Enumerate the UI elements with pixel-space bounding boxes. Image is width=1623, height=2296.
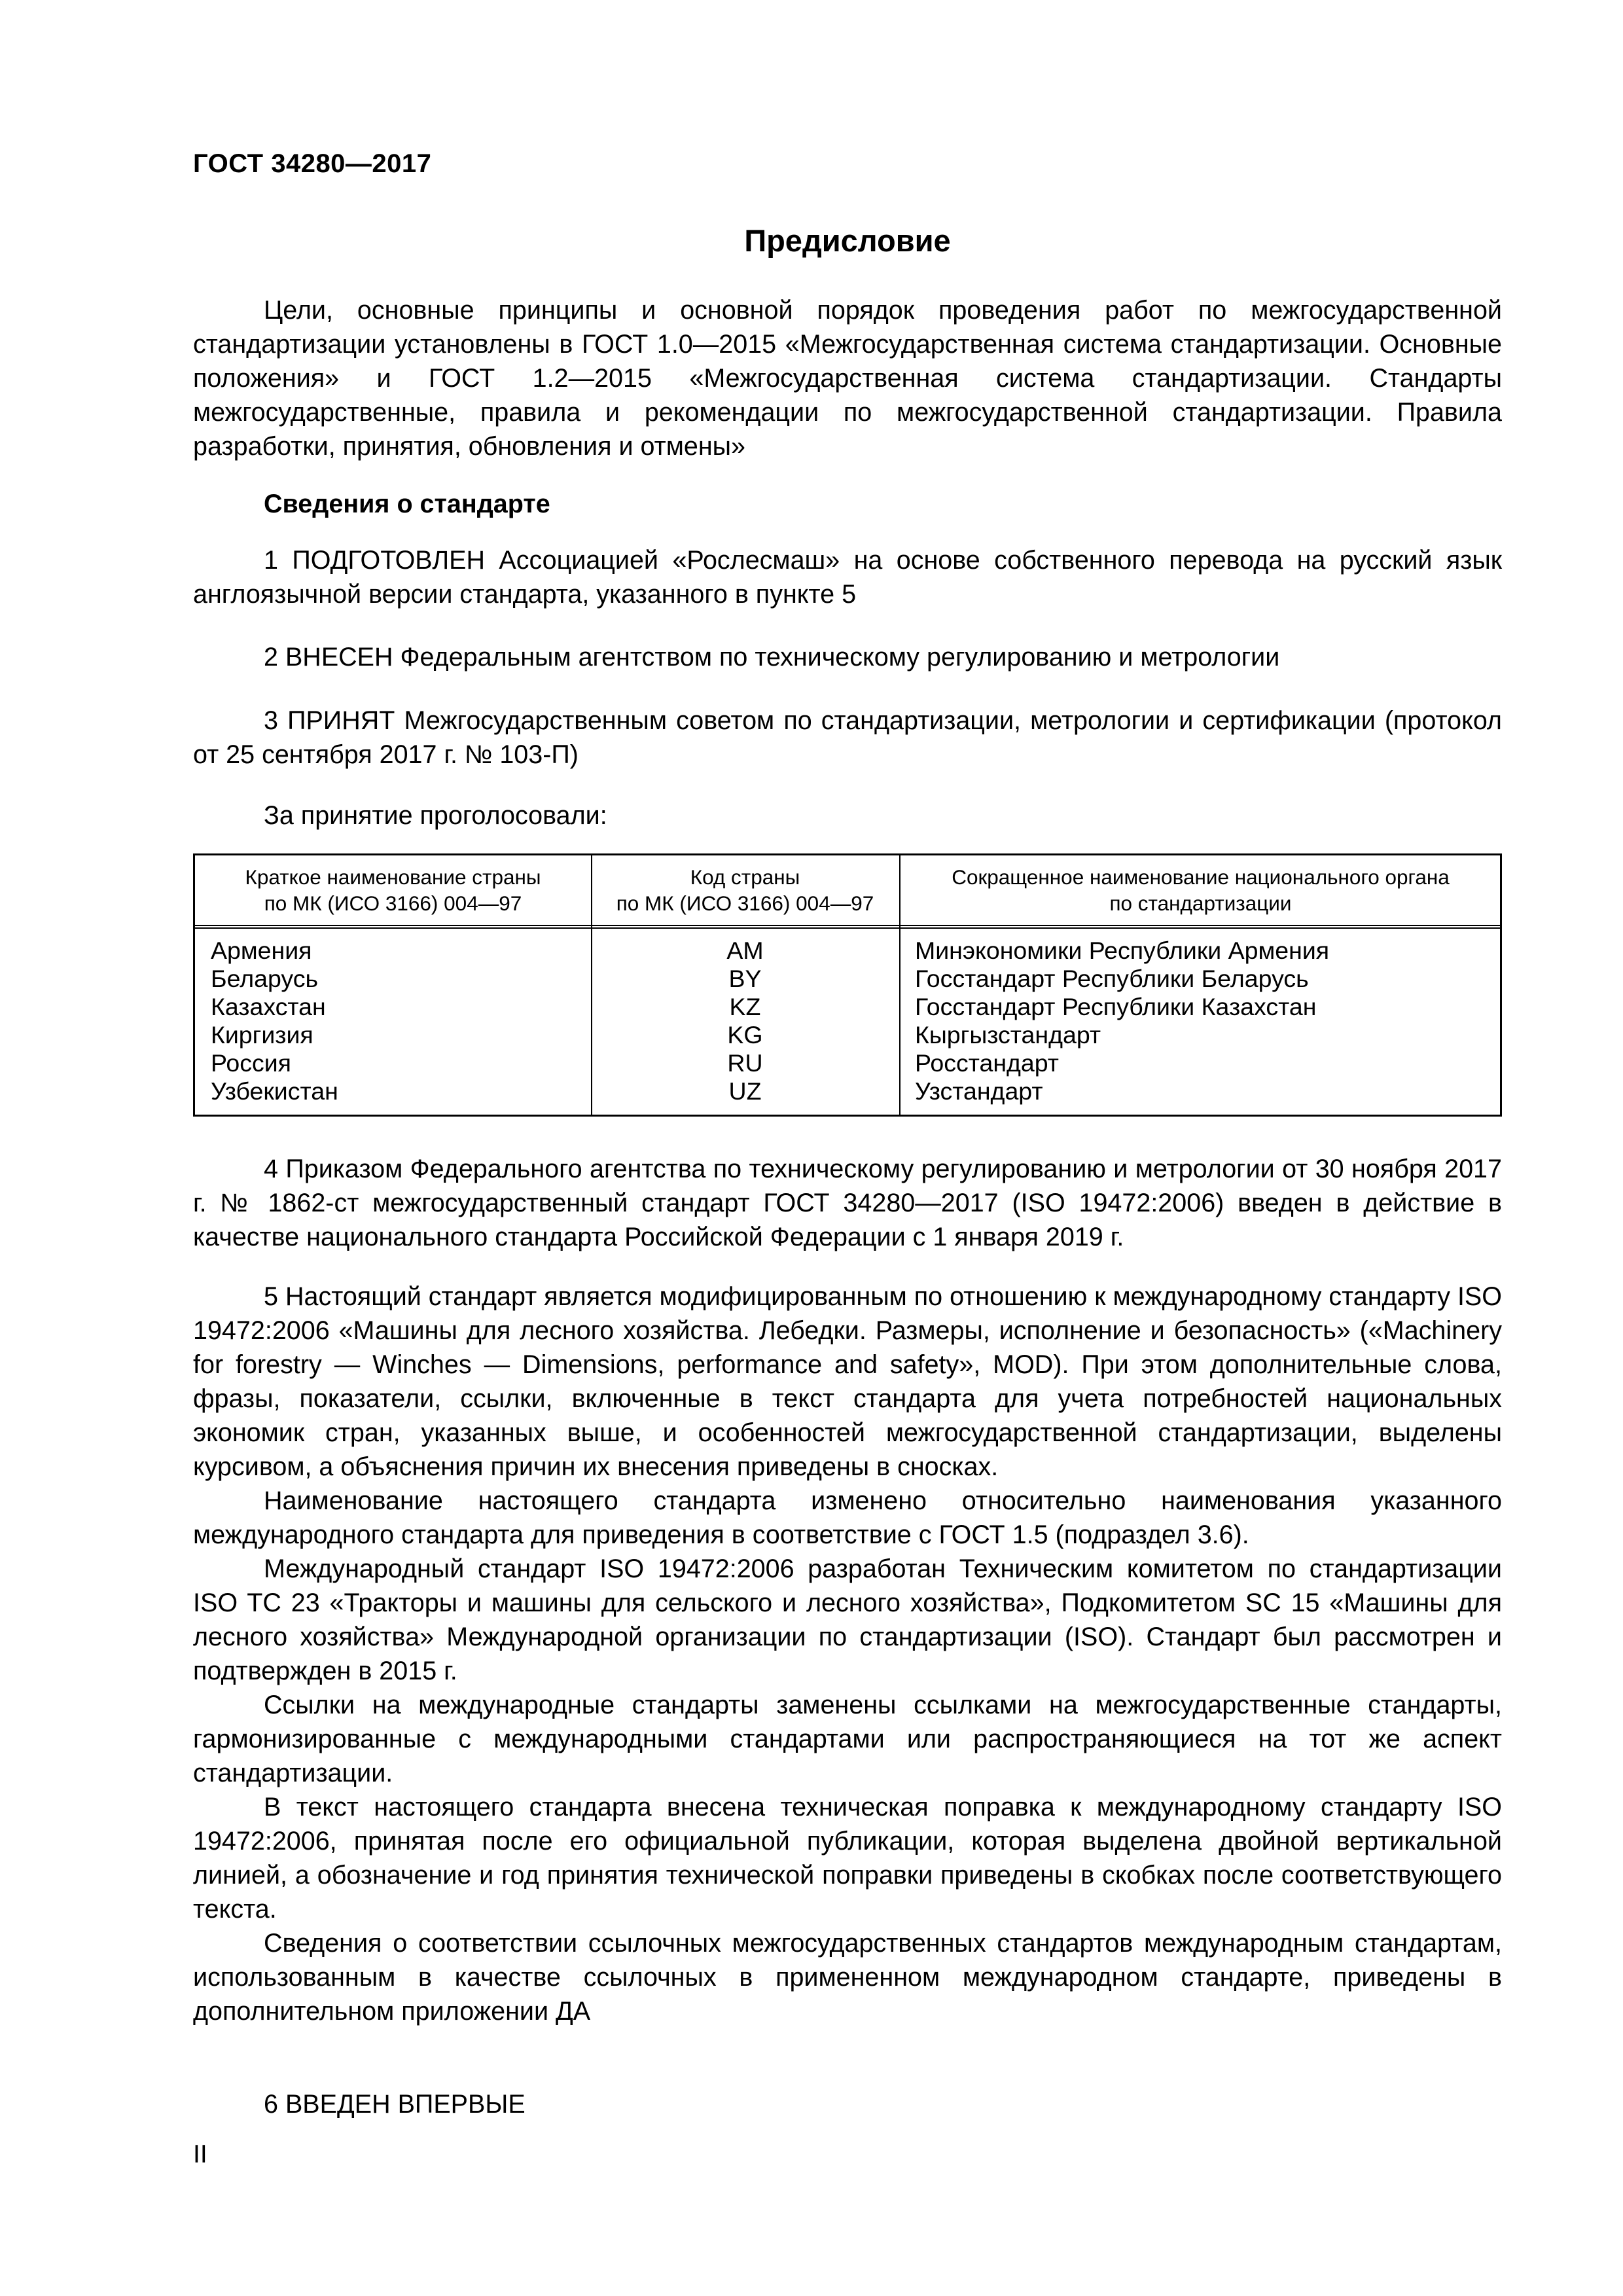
table-header-code: Код страны по МК (ИСО 3166) 004—97	[591, 855, 899, 929]
info-heading: Сведения о стандарте	[264, 490, 550, 518]
table-cell-body: Минэкономики Республики Армения	[915, 937, 1330, 964]
item-5-section	[193, 1280, 1502, 2028]
table-cell-code: UZ	[728, 1077, 762, 1105]
table-cell-country: Узбекистан	[211, 1077, 338, 1105]
page-number: II	[193, 2140, 207, 2168]
table-cell-body: Росстандарт	[915, 1049, 1059, 1077]
table-cell-country: Беларусь	[211, 965, 319, 992]
table-cell-country: Армения	[211, 937, 312, 964]
table-cell-country: Киргизия	[211, 1021, 313, 1049]
item-5-paragraph: 5 Настоящий стандарт является модифицированным по отношению к международному стандарту ISO 19472:2006 «Машины для лесного хозяйства. Лебедки. Размеры, исполнение и безопасность» («Machinery for forestry — Winches — Dimensions, performance and safety», MOD). При этом дополнительные слова, фразы, показатели, ссылки, включенные в текст стандарта для учета потребностей национальных экономик стран, указанных выше, и особенностей межгосударственной стандартизации, выделены курсивом, а объяснения причин их внесения приведены в сносках.	[193, 1282, 1502, 1481]
item-6-text: 6 ВВЕДЕН ВПЕРВЫЕ	[264, 2090, 526, 2119]
table-cell-country: Россия	[211, 1049, 291, 1077]
intro-text: Цели, основные принципы и основной порядок проведения работ по межгосударственной стандартизации установлены в ГОСТ 1.0—2015 «Межгосударственная система стандартизации. Основные положения» и ГОСТ 1.2—2015 «Межгосударственная система стандартизации. Стандарты межгосударственные, правила и рекомендации по межгосударственной стандартизации. Правила разработки, принятия, обновления и отмены»	[193, 296, 1502, 461]
item-4-text: 4 Приказом Федерального агентства по техническому регулированию и метрологии от 30 ноября 2017 г. № 1862-ст межгосударственный стандарт ГОСТ 34280—2017 (ISO 19472:2006) введен в действие в качестве национального стандарта Российской Федерации с 1 января 2019 г.	[193, 1155, 1502, 1251]
table-cell-body: Кыргызстандарт	[915, 1021, 1101, 1049]
table-column-body	[899, 855, 1502, 1115]
table-cell-body: Госстандарт Республики Казахстан	[915, 993, 1317, 1020]
table-cell-country: Казахстан	[211, 993, 326, 1020]
item-5-paragraph: Международный стандарт ISO 19472:2006 разработан Техническим комитетом по стандартизации ISO TC 23 «Тракторы и машины для сельского и лесного хозяйства», Подкомитетом SC 15 «Машины для лесного хозяйства» Международной организации по стандартизации (ISO). Стандарт был рассмотрен и подтвержден в 2015 г.	[193, 1554, 1502, 1685]
item-3-paragraph	[193, 704, 1502, 772]
item-1-text: 1 ПОДГОТОВЛЕН Ассоциацией «Рослесмаш» на основе собственного перевода на русский язык англоязычной версии стандарта, указанного в пункте 5	[193, 546, 1502, 609]
table-column-code	[591, 855, 901, 1115]
item-2-text: 2 ВНЕСЕН Федеральным агентством по техническому регулированию и метрологии	[264, 643, 1280, 672]
doc-code-header: ГОСТ 34280—2017	[193, 149, 432, 178]
item-3-text: 3 ПРИНЯТ Межгосударственным советом по стандартизации, метрологии и сертификации (протокол от 25 сентября 2017 г. № 103-П)	[193, 706, 1502, 769]
table-cell-code: KG	[727, 1021, 763, 1049]
table-cell-body: Узстандарт	[915, 1077, 1043, 1105]
table-column-country	[195, 855, 592, 1115]
document-page	[193, 0, 1502, 2296]
table-cell-code: BY	[728, 965, 762, 992]
table-cell-body: Госстандарт Республики Беларусь	[915, 965, 1309, 992]
vote-label: За принятие проголосовали:	[264, 801, 607, 830]
page-title: Предисловие	[744, 223, 951, 258]
table-header-country: Краткое наименование страны по МК (ИСО 3166) 004—97	[195, 855, 591, 929]
item-5-paragraph: Сведения о соответствии ссылочных межгосударственных стандартов международным стандартам, использованным в качестве ссылочных в примененном международном стандарте, приведены в дополнительном приложении ДА	[193, 1929, 1502, 2026]
item-5-paragraph: Ссылки на международные стандарты заменены ссылками на межгосударственные стандарты, гармонизированные с международными стандартами или распространяющиеся на тот же аспект стандартизации.	[193, 1691, 1502, 1787]
table-header-body: Сокращенное наименование национального органа по стандартизации	[899, 855, 1502, 929]
vote-table	[193, 853, 1502, 1117]
item-5-paragraph: В текст настоящего стандарта внесена техническая поправка к международному стандарту ISO 19472:2006, принятая после его официальной публикации, которая выделена двойной вертикальной линией, а обозначение и год принятия технической поправки приведены в скобках после соответствующего текста.	[193, 1793, 1502, 1924]
table-cell-code: AM	[726, 937, 764, 964]
item-1-paragraph	[193, 543, 1502, 611]
table-cell-code: RU	[727, 1049, 763, 1077]
intro-paragraph	[193, 293, 1502, 463]
table-cell-code: KZ	[729, 993, 761, 1020]
item-5-paragraph: Наименование настоящего стандарта изменено относительно наименования указанного международного стандарта для приведения в соответствие с ГОСТ 1.5 (подраздел 3.6).	[193, 1486, 1502, 1549]
item-4-paragraph	[193, 1152, 1502, 1254]
